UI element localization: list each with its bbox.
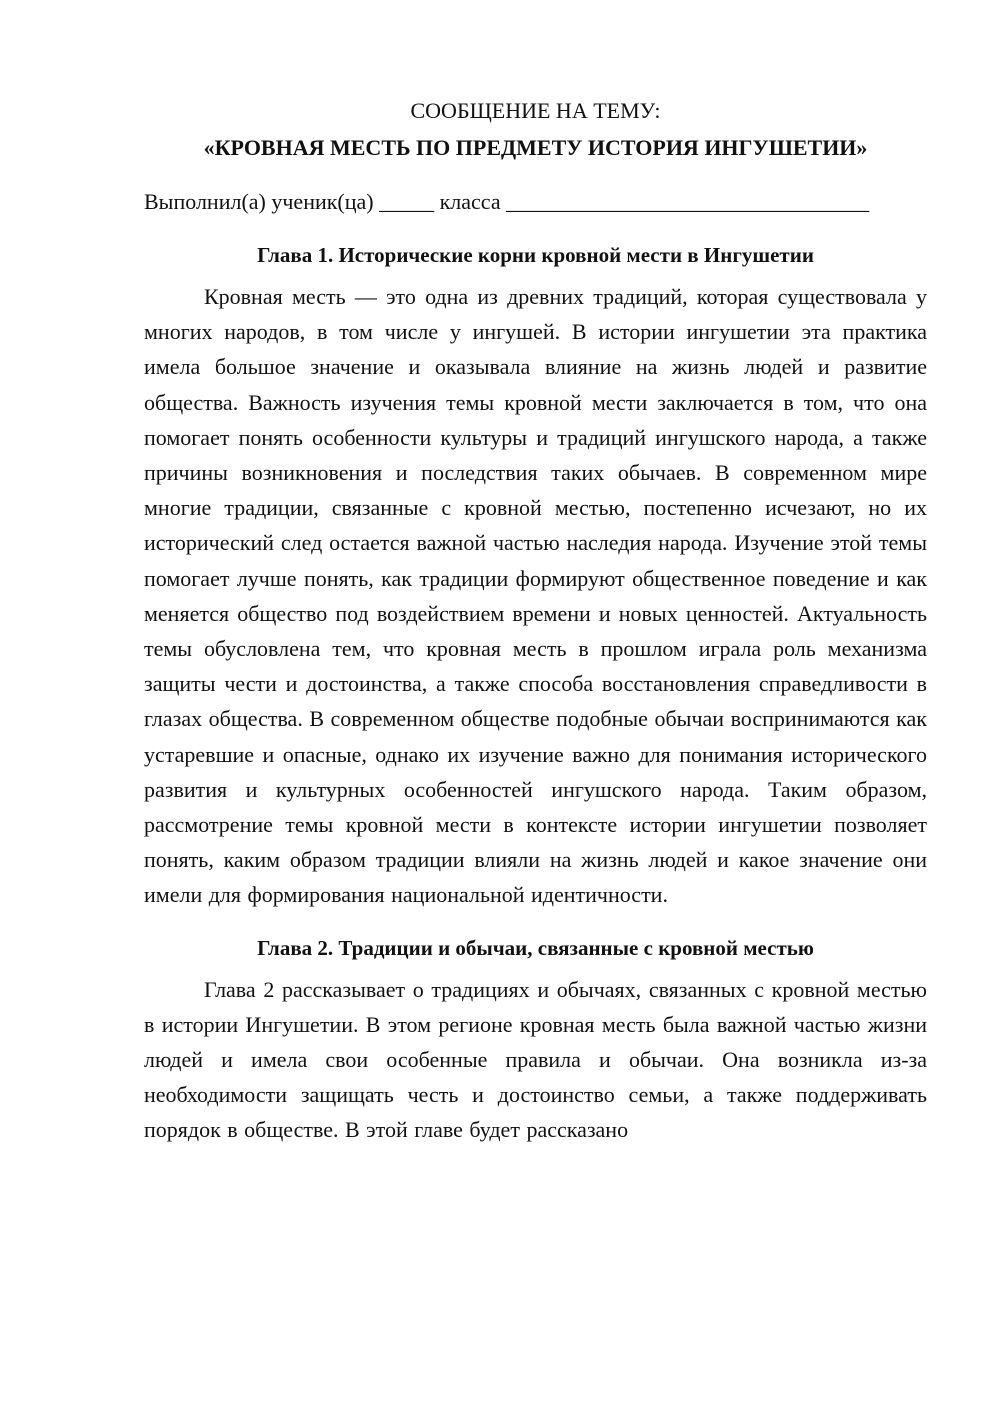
student-info-line: Выполнил(а) ученик(ца) _____ класса _________________________________ (144, 189, 870, 214)
chapter-1-paragraph: Кровная месть — это одна из древних традиций, которая существовала у многих народов, в том числе у ингушей. В истории ингушетии эта практика имела большое значение и оказывала влияние на жизнь людей и развитие общества. Важность изучения темы кровной мести заключается в том, что она помогает понять особенности культуры и традиций ингушского народа, а также причины возникновения и последствия таких обычаев. В современном мире многие традиции, связанные с кровной местью, постепенно исчезают, но их исторический след остается важной частью наследия народа. Изучение этой темы помогает лучше понять, как традиции формируют общественное поведение и как меняется общество под воздействием времени и новых ценностей. Актуальность темы обусловлена тем, что кровная месть в прошлом играла роль механизма защиты чести и достоинства, а также способа восстановления справедливости в глазах общества. В современном обществе подобные обычаи воспринимаются как устаревшие и опасные, однако их изучение важно для понимания исторического развития и культурных особенностей ингушского народа. Таким образом, рассмотрение темы кровной мести в контексте истории ингушетии позволяет понять, каким образом традиции влияли на жизнь людей и какое значение они имели для формирования национальной идентичности. (144, 284, 927, 908)
document-title-line-2: «КРОВНАЯ МЕСТЬ ПО ПРЕДМЕТУ ИСТОРИЯ ИНГУШЕТИИ» (203, 135, 868, 160)
chapter-2-paragraph: Глава 2 рассказывает о традициях и обычаях, связанных с кровной местью в истории Ингушетии. В этом регионе кровная месть была важной частью жизни людей и имела свои особенные правила и обычаи. Она возникла из-за необходимости защищать честь и достоинство семьи, а также поддерживать порядок в обществе. В этой главе будет рассказано (144, 976, 927, 1143)
document-page (144, 92, 927, 1148)
document-title-line-1: СООБЩЕНИЕ НА ТЕМУ: (410, 98, 661, 123)
chapter-2-heading: Глава 2. Традиции и обычаи, связанные с кровной местью (257, 935, 814, 960)
chapter-1-heading: Глава 1. Исторические корни кровной мести в Ингушетии (257, 243, 814, 267)
